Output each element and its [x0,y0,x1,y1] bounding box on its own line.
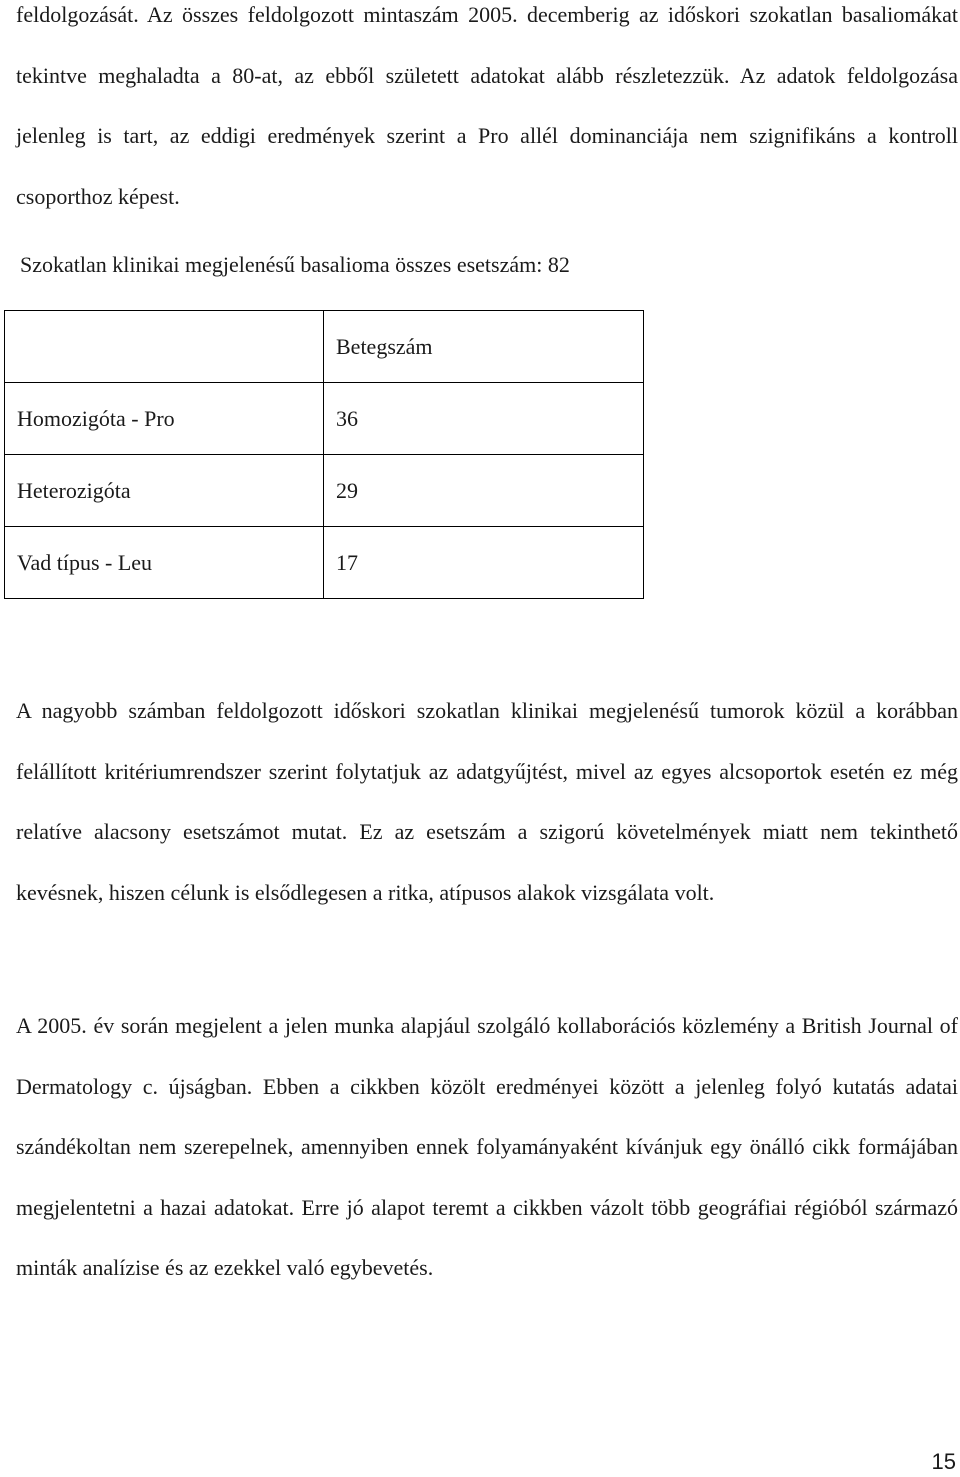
table-caption: Szokatlan klinikai megjelenésű basalioma összes esetszám: 82 [20,252,570,277]
genotype-table [4,310,644,599]
table-cell-genotype: Homozigóta - Pro [5,383,324,455]
table-header-cell-betegszam: Betegszám [324,311,644,383]
table-cell-genotype: Vad típus - Leu [5,527,324,599]
paragraph-intro: feldolgozását. Az összes feldolgozott mintaszám 2005. decemberig az időskori szokatlan basaliomákat tekintve meghaladta a 80-at, az ebből született adatokat alább részletezzük. Az adatok feldolgozása jelenleg is tart, az eddigi eredmények szerint a Pro allél dominanciája nem szignifikáns a kontroll csoporthoz képest. [16,2,958,209]
table-row [5,527,644,599]
table-header-row [5,311,644,383]
table-cell-count: 17 [324,527,644,599]
table-cell-count: 29 [324,455,644,527]
paragraph-last: A 2005. év során megjelent a jelen munka alapjául szolgáló kollaborációs közlemény a British Journal of Dermatology c. újságban. Ebben a cikkben közölt eredményei között a jelenleg folyó kutatás adatai szándékoltan nem szerepelnek, amennyiben ennek folyamányaként kívánjuk egy önálló cikk formájában megjelentetni a hazai adatokat. Erre jó alapot teremt a cikkben vázolt több geográfiai régióból származó minták analízise és az ezekkel való egybevetés. [16,1013,958,1280]
page-number: 15 [931,1449,956,1474]
table-row [5,383,644,455]
paragraph-middle: A nagyobb számban feldolgozott időskori szokatlan klinikai megjelenésű tumorok közül a korábban felállított kritériumrendszer szerint folytatjuk az adatgyűjtést, mivel az egyes alcsoportok esetén ez még relatíve alacsony esetszámot mutat. Ez az esetszám a szigorú követelmények miatt nem tekinthető kevésnek, hiszen célunk is elsődlegesen a ritka, atípusos alakok vizsgálata volt. [16,698,958,905]
table-header-cell-empty [5,311,324,383]
table-cell-genotype: Heterozigóta [5,455,324,527]
table-cell-count: 36 [324,383,644,455]
table-row [5,455,644,527]
